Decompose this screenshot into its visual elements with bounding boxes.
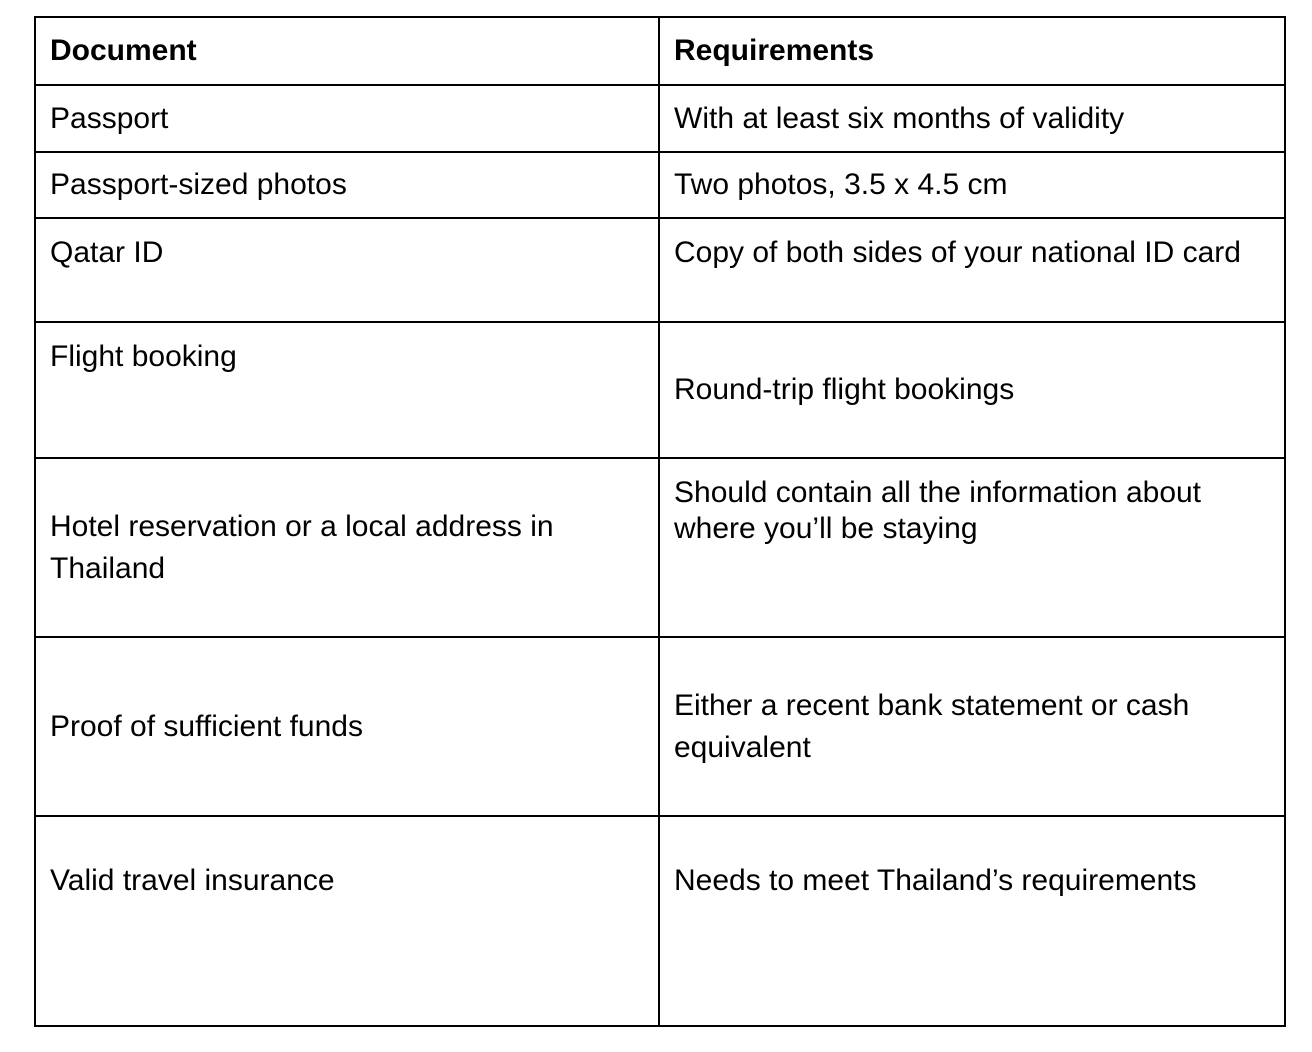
requirement-cell: Copy of both sides of your national ID card (659, 218, 1285, 322)
document-cell: Valid travel insurance (35, 816, 659, 1026)
table-row (35, 637, 1285, 816)
document-cell: Qatar ID (35, 218, 659, 322)
table-row (35, 85, 1285, 152)
documents-table (34, 16, 1286, 1027)
table-row (35, 218, 1285, 322)
document-cell: Hotel reservation or a local address in Thailand (35, 458, 659, 637)
document-cell: Passport-sized photos (35, 152, 659, 218)
table-row (35, 322, 1285, 458)
requirement-cell: Round-trip flight bookings (659, 322, 1285, 458)
document-cell: Flight booking (35, 322, 659, 458)
header-requirements: Requirements (659, 17, 1285, 85)
table-row (35, 458, 1285, 637)
document-cell: Proof of sufficient funds (35, 637, 659, 816)
header-document: Document (35, 17, 659, 85)
requirement-cell: Should contain all the information about where you’ll be staying (659, 458, 1285, 637)
requirement-cell: With at least six months of validity (659, 85, 1285, 152)
table-row (35, 816, 1285, 1026)
requirement-cell: Two photos, 3.5 x 4.5 cm (659, 152, 1285, 218)
document-cell: Passport (35, 85, 659, 152)
table-row (35, 152, 1285, 218)
requirement-cell: Either a recent bank statement or cash equivalent (659, 637, 1285, 816)
table-header-row (35, 17, 1285, 85)
requirement-cell: Needs to meet Thailand’s requirements (659, 816, 1285, 1026)
